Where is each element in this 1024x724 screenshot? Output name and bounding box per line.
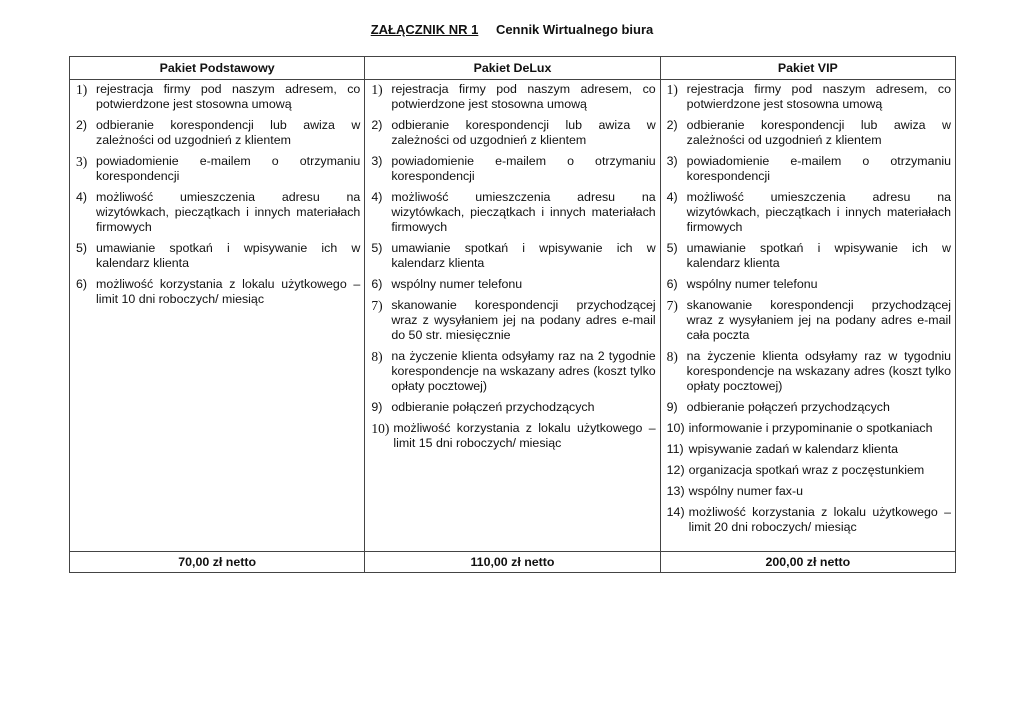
list-item (371, 277, 655, 292)
price-delux: 110,00 zł netto (365, 552, 660, 573)
item-number: 2) (666, 118, 678, 132)
item-text: umawianie spotkań i wpisywanie ich w kalendarz klienta (96, 241, 361, 270)
item-number: 4) (666, 190, 678, 204)
list-item (371, 241, 655, 271)
list-item (371, 190, 655, 235)
list-item (371, 349, 655, 394)
item-number: 8) (666, 349, 678, 364)
basic-items-cell (70, 80, 365, 552)
list-item (667, 190, 951, 235)
list-item (667, 349, 951, 394)
list-item (371, 118, 655, 148)
item-text: rejestracja firmy pod naszym adresem, co potwierdzone jest stosowna umową (686, 82, 951, 111)
item-text: powiadomienie e-mailem o otrzymaniu korespondencji (96, 154, 361, 183)
list-item (667, 118, 951, 148)
header-row (70, 57, 956, 80)
list-item (76, 277, 360, 307)
item-number: 1) (76, 82, 88, 97)
item-text: wpisywanie zadań w kalendarz klienta (688, 442, 899, 456)
item-number: 14) (666, 505, 685, 519)
list-item (667, 241, 951, 271)
item-text: wspólny numer telefonu (391, 277, 523, 291)
item-text: umawianie spotkań i wpisywanie ich w kalendarz klienta (391, 241, 656, 270)
item-text: odbieranie korespondencji lub awiza w zależności od uzgodnień z klientem (686, 118, 951, 147)
list-item (371, 421, 655, 451)
item-text: powiadomienie e-mailem o otrzymaniu korespondencji (686, 154, 951, 183)
item-number: 12) (666, 463, 685, 477)
item-text: skanowanie korespondencji przychodzącej wraz z wysyłaniem jej na podany adres e-mail do 50 str. miesięcznie (391, 298, 656, 342)
price-table (69, 56, 956, 573)
item-number: 11) (666, 442, 684, 456)
list-item (371, 298, 655, 343)
item-text: powiadomienie e-mailem o otrzymaniu korespondencji (391, 154, 656, 183)
header-basic: Pakiet Podstawowy (70, 57, 365, 80)
item-text: możliwość umieszczenia adresu na wizytówkach, pieczątkach i innych materiałach firmowych (391, 190, 656, 234)
item-number: 2) (371, 118, 383, 132)
item-text: rejestracja firmy pod naszym adresem, co potwierdzone jest stosowna umową (96, 82, 361, 111)
item-text: możliwość umieszczenia adresu na wizytówkach, pieczątkach i innych materiałach firmowych (96, 190, 361, 234)
list-item (76, 190, 360, 235)
list-item (76, 241, 360, 271)
attachment-number: ZAŁĄCZNIK NR 1 (370, 22, 479, 37)
item-text: na życzenie klienta odsyłamy raz na 2 tygodnie korespondencje na wskazany adres (koszt tylko opłaty pocztowej) (391, 349, 656, 393)
item-text: możliwość korzystania z lokalu użytkowego –limit 15 dni roboczych/ miesiąc (393, 421, 656, 450)
item-text: wspólny numer fax-u (688, 484, 803, 498)
price-basic: 70,00 zł netto (70, 552, 365, 573)
item-number: 2) (76, 118, 88, 132)
delux-items-list (371, 82, 655, 451)
list-item (667, 484, 951, 499)
list-item (76, 154, 360, 184)
item-number: 4) (371, 190, 383, 204)
item-number: 9) (666, 400, 678, 414)
item-text: skanowanie korespondencji przychodzącej wraz z wysyłaniem jej na podany adres e-mail cała poczta (686, 298, 951, 342)
header-vip: Pakiet VIP (660, 57, 955, 80)
item-number: 5) (666, 241, 678, 255)
item-text: odbieranie korespondencji lub awiza w zależności od uzgodnień z klientem (96, 118, 361, 147)
item-number: 3) (666, 154, 678, 168)
item-text: odbieranie połączeń przychodzących (391, 400, 595, 414)
item-number: 4) (76, 190, 88, 204)
item-number: 5) (371, 241, 383, 255)
document-name: Cennik Wirtualnego biura (495, 22, 654, 37)
price-vip: 200,00 zł netto (660, 552, 955, 573)
item-text: umawianie spotkań i wpisywanie ich w kalendarz klienta (686, 241, 951, 270)
list-item (667, 463, 951, 478)
item-text: rejestracja firmy pod naszym adresem, co potwierdzone jest stosowna umową (391, 82, 656, 111)
list-item (667, 298, 951, 343)
item-number: 6) (666, 277, 678, 291)
item-number: 13) (666, 484, 685, 498)
item-number: 3) (76, 154, 88, 169)
item-text: możliwość korzystania z lokalu użytkowego –limit 20 dni roboczych/ miesiąc (688, 505, 951, 534)
item-number: 9) (371, 400, 383, 414)
item-number: 1) (666, 82, 678, 97)
list-item (667, 400, 951, 415)
item-number: 7) (666, 298, 678, 313)
list-item (371, 82, 655, 112)
item-number: 6) (371, 277, 383, 291)
item-text: odbieranie korespondencji lub awiza w zależności od uzgodnień z klientem (391, 118, 656, 147)
item-number: 10) (371, 421, 390, 436)
item-number: 10) (666, 421, 685, 435)
item-text: organizacja spotkań wraz z poczęstunkiem (688, 463, 925, 477)
item-number: 5) (76, 241, 88, 255)
vip-items-cell (660, 80, 955, 552)
item-text: informowanie i przypominanie o spotkaniach (688, 421, 933, 435)
list-item (667, 154, 951, 184)
item-number: 7) (371, 298, 383, 313)
item-text: wspólny numer telefonu (686, 277, 818, 291)
item-text: możliwość umieszczenia adresu na wizytówkach, pieczątkach i innych materiałach firmowych (686, 190, 951, 234)
item-number: 3) (371, 154, 383, 168)
item-number: 1) (371, 82, 383, 97)
list-item (76, 118, 360, 148)
document-title (0, 22, 1024, 37)
list-item (667, 421, 951, 436)
items-row (70, 80, 956, 552)
list-item (667, 277, 951, 292)
list-item (667, 82, 951, 112)
item-text: odbieranie połączeń przychodzących (686, 400, 890, 414)
vip-items-list (667, 82, 951, 535)
list-item (76, 82, 360, 112)
item-number: 8) (371, 349, 383, 364)
item-text: na życzenie klienta odsyłamy raz w tygodniu korespondencje na wskazany adres (koszt tylko opłaty pocztowej) (686, 349, 951, 393)
price-row (70, 552, 956, 573)
item-text: możliwość korzystania z lokalu użytkowego –limit 10 dni roboczych/ miesiąc (96, 277, 361, 306)
delux-items-cell (365, 80, 660, 552)
basic-items-list (76, 82, 360, 307)
list-item (667, 505, 951, 535)
header-delux: Pakiet DeLux (365, 57, 660, 80)
list-item (667, 442, 951, 457)
item-number: 6) (76, 277, 88, 291)
list-item (371, 400, 655, 415)
list-item (371, 154, 655, 184)
